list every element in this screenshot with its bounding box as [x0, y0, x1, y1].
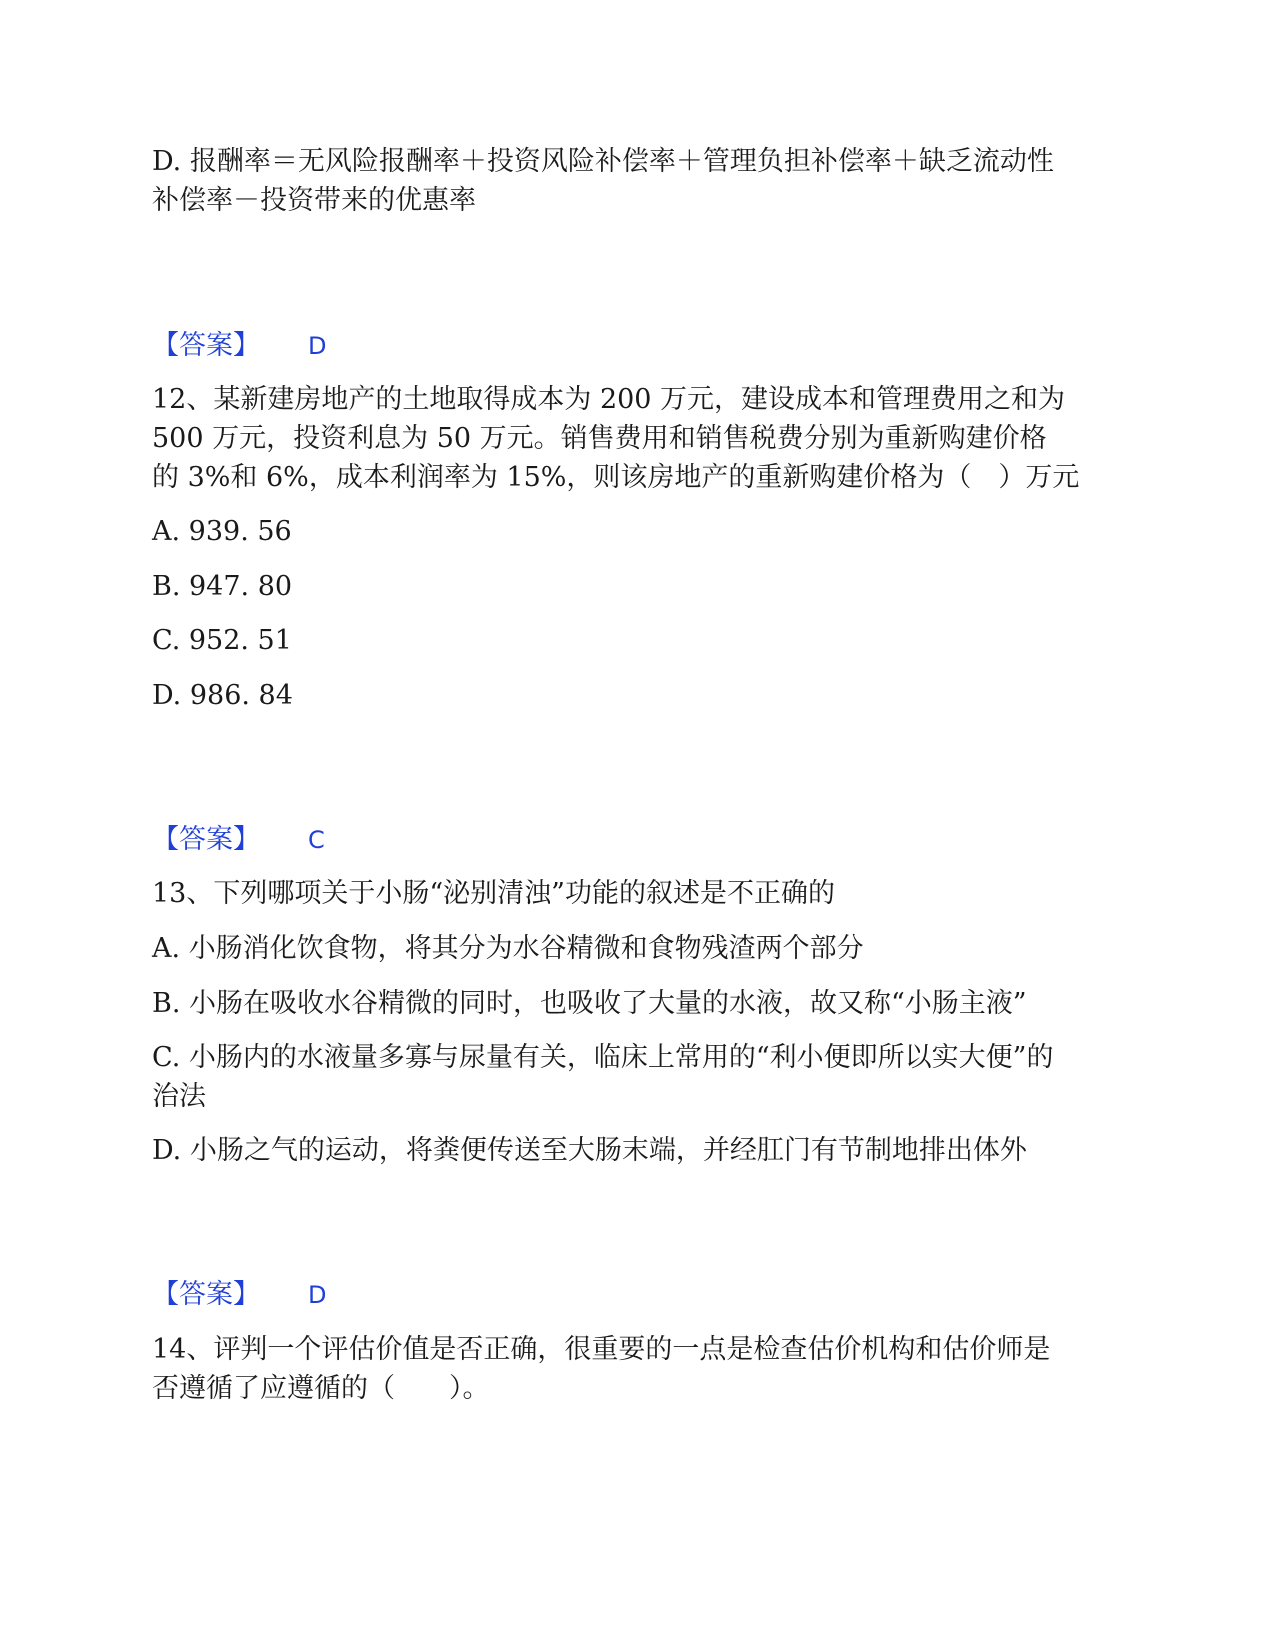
q12-option-d: D. 986. 84 — [152, 680, 293, 711]
q12-stem-line2: 500 万元，投资利息为 50 万元。销售费用和销售税费分别为重新购建价格 — [152, 423, 1047, 454]
answer-value: D — [308, 1281, 327, 1309]
q12-option-b: B. 947. 80 — [152, 571, 293, 602]
q14-stem-line1: 14、评判一个评估价值是否正确，很重要的一点是检查估价机构和估价师是 — [152, 1334, 1051, 1365]
q13-option-d: D. 小肠之气的运动，将粪便传送至大肠末端，并经肛门有节制地排出体外 — [152, 1135, 1027, 1166]
q13-option-c-line2: 治法 — [152, 1081, 206, 1112]
answer-block-1 — [152, 326, 326, 366]
q12-stem-line3: 的 3%和 6%，成本利润率为 15%，则该房地产的重新购建价格为（ ）万元 — [152, 462, 1080, 493]
q13-option-c-line1: C. 小肠内的水液量多寡与尿量有关，临床上常用的“利小便即所以实大便”的 — [152, 1042, 1054, 1073]
answer-label: 【答案】 — [152, 824, 260, 855]
q13-option-b: B. 小肠在吸收水谷精微的同时，也吸收了大量的水液，故又称“小肠主液” — [152, 988, 1027, 1019]
answer-block-3 — [152, 1275, 326, 1315]
q12-option-c: C. 952. 51 — [152, 625, 292, 656]
answer-value: C — [308, 826, 325, 854]
q11-option-d-line2: 补偿率－投资带来的优惠率 — [152, 185, 476, 216]
answer-block-2 — [152, 820, 325, 860]
answer-label: 【答案】 — [152, 330, 260, 361]
answer-value: D — [308, 332, 327, 360]
answer-label: 【答案】 — [152, 1279, 260, 1310]
q11-option-d-line1: D. 报酬率＝无风险报酬率＋投资风险补偿率＋管理负担补偿率＋缺乏流动性 — [152, 146, 1054, 177]
q13-option-a: A. 小肠消化饮食物，将其分为水谷精微和食物残渣两个部分 — [152, 933, 864, 964]
q14-stem-line2: 否遵循了应遵循的（ ）。 — [152, 1373, 490, 1404]
q12-stem-line1: 12、某新建房地产的土地取得成本为 200 万元，建设成本和管理费用之和为 — [152, 384, 1066, 415]
q13-stem: 13、下列哪项关于小肠“泌别清浊”功能的叙述是不正确的 — [152, 878, 835, 909]
q12-option-a: A. 939. 56 — [152, 516, 292, 547]
